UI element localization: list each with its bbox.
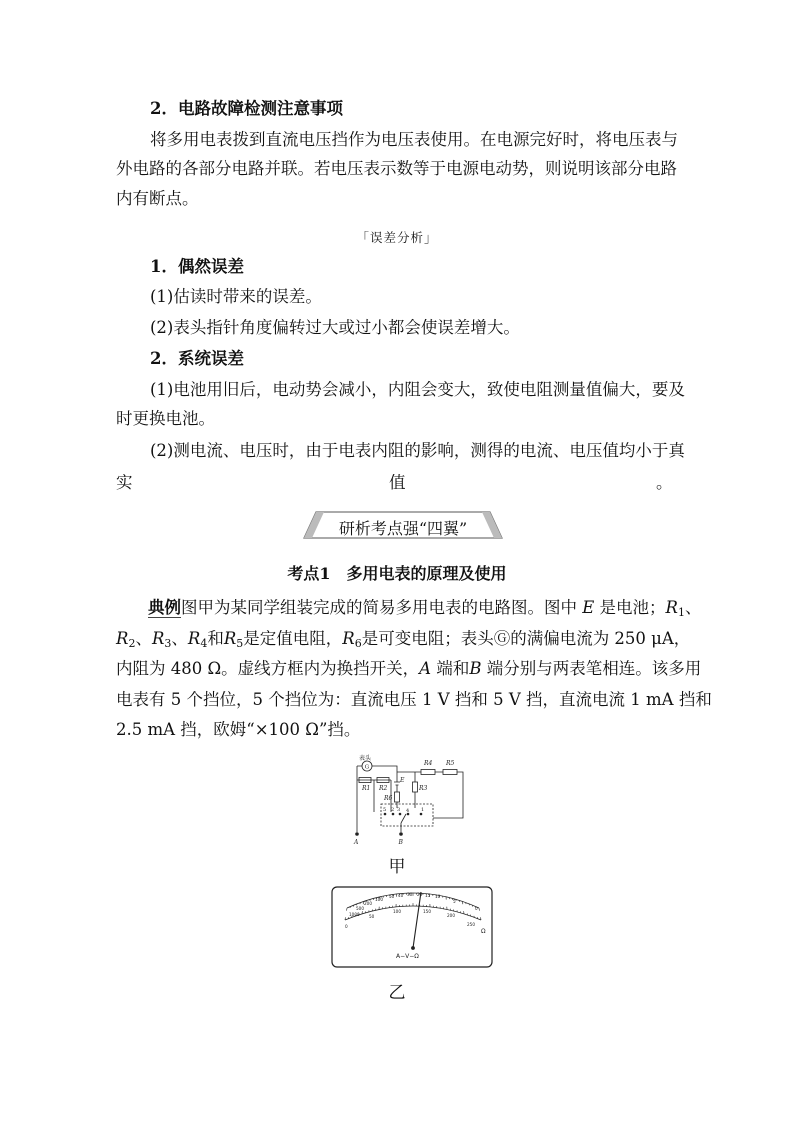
example-label: 典例 — [148, 598, 181, 617]
switch-pos-4: 4 — [406, 808, 410, 814]
text: 端分别与两表笔相连。该多用 — [486, 659, 702, 678]
symbol-R: R — [342, 629, 355, 648]
terminal-b — [400, 833, 403, 836]
section-heading-random-error: 1．偶然误差 — [150, 257, 244, 276]
resistor-r3 — [413, 782, 418, 792]
subscript: 6 — [354, 637, 362, 650]
error-analysis-tag: 「误差分析」 — [356, 230, 438, 245]
label-r4: R4 — [424, 760, 433, 767]
switch-pos-3: 3 — [397, 807, 401, 813]
linear-scale-labels — [345, 909, 475, 929]
resistor-r5 — [443, 770, 457, 775]
terminal-a — [356, 833, 359, 836]
section-heading-fault-detection: 2．电路故障检测注意事项 — [150, 99, 343, 118]
banner-title: 研析考点强“四翼” — [338, 519, 468, 538]
example-line-4: 电表有 5 个挡位，5 个挡位为：直流电压 1 V 挡和 5 V 挡，直流电流 1 mA 挡和 — [116, 690, 712, 709]
list-item: (2)表头指针角度偏转过大或过小都会使误差增大。 — [150, 318, 520, 337]
linear-tick-label: 50 — [369, 914, 375, 919]
linear-tick-label: 200 — [447, 913, 455, 918]
ohm-tick-label: 200 — [364, 901, 372, 906]
label-r6: R6 — [384, 795, 393, 802]
scale-ticks — [345, 893, 481, 920]
ohm-tick-label: 0 — [475, 906, 478, 911]
text: 内阻为 480 Ω。虚线方框内为换挡开关， — [116, 659, 420, 678]
linear-tick-label: 250 — [467, 922, 475, 927]
ohm-tick-label: 40 — [398, 893, 404, 898]
switch-pos-2: 2 — [391, 807, 395, 813]
subscript: 4 — [200, 637, 208, 650]
label-a: A — [354, 839, 359, 846]
text: 、 — [135, 629, 152, 648]
meter-dial — [331, 886, 493, 968]
symbol-R: R — [116, 629, 129, 648]
paragraph-line: 内有断点。 — [116, 189, 199, 208]
ohm-tick-label: 15 — [425, 893, 431, 898]
symbol-E: E — [582, 598, 595, 617]
text: 是定值电阻， — [243, 629, 343, 648]
symbol-R: R — [223, 629, 237, 648]
ohm-tick-label: 10 — [435, 894, 441, 899]
section-heading-systematic-error: 2．系统误差 — [150, 349, 244, 368]
text: 是可变电阻；表头Ⓖ的满偏电流为 250 μA， — [361, 629, 691, 648]
text: 端和 — [436, 659, 470, 678]
resistor-r4 — [421, 770, 435, 775]
list-item-fragment: 值 — [389, 473, 406, 492]
label-r5: R5 — [446, 760, 455, 767]
subscript: 5 — [236, 637, 244, 650]
linear-tick-label: 0 — [345, 924, 348, 929]
ohm-unit: Ω — [481, 928, 486, 935]
paragraph-line: 将多用电表拨到直流电压挡作为电压表使用。在电源完好时，将电压表与 — [150, 130, 678, 149]
figure-caption-2: 乙 — [388, 983, 406, 1003]
subscript: 2 — [128, 637, 136, 650]
symbol-B: B — [469, 659, 482, 678]
subscript: 3 — [164, 637, 172, 650]
list-item-fragment: 实 — [116, 473, 133, 492]
list-item: (1)电池用旧后，电动势会减小，内阻会变大，致使电阻测量值偏大，要及 — [150, 380, 685, 399]
list-item-fragment: 。 — [656, 473, 673, 492]
symbol-A: A — [419, 659, 432, 678]
list-item: (1)估读时带来的误差。 — [150, 287, 322, 306]
symbol-R: R — [665, 598, 678, 617]
example-line-5: 2.5 mA 挡，欧姆“×100 Ω”挡。 — [116, 720, 361, 739]
text: 和 — [207, 629, 224, 648]
text: 、 — [684, 598, 702, 617]
resistor-r6 — [395, 792, 400, 802]
topic-heading: 考点1 多用电表的原理及使用 — [287, 564, 507, 583]
paragraph-line: 外电路的各部分电路并联。若电压表示数等于电源电动势，则说明该部分电路 — [116, 159, 677, 178]
example-line-1 — [148, 596, 701, 625]
switch-pos-1: 1 — [421, 807, 425, 813]
label-r1: R1 — [362, 785, 371, 792]
ohm-tick-label: 1000 — [349, 912, 360, 917]
subscript: 1 — [677, 606, 685, 619]
ohm-tick-label: 50 — [389, 894, 395, 899]
list-item: (2)测电流、电压时，由于电表内阻的影响，测得的电流、电压值均小于真 — [150, 441, 685, 460]
text: 图甲为某同学组装完成的简易多用电表的电路图。图中 — [181, 598, 577, 617]
switch-pos-5: 5 — [383, 807, 387, 813]
linear-tick-label: 150 — [423, 909, 431, 914]
text: 是电池； — [599, 598, 666, 617]
symbol-R: R — [151, 629, 165, 648]
label-b: B — [398, 839, 403, 846]
ohm-tick-label: 100 — [375, 897, 383, 902]
text: 、 — [171, 629, 188, 648]
meter-label: A−V−Ω — [396, 953, 419, 960]
needle-pivot — [412, 947, 415, 950]
example-line-3 — [116, 657, 701, 681]
linear-scale-arc — [345, 906, 481, 920]
meter-label: 表头 — [359, 755, 372, 762]
linear-tick-label: 100 — [393, 909, 401, 914]
ohm-tick-label: 5 — [453, 899, 456, 904]
ohm-tick-label: 30 — [407, 892, 413, 897]
figure-caption-1: 甲 — [388, 857, 406, 877]
label-r3: R3 — [419, 785, 428, 792]
symbol-R: R — [187, 629, 201, 648]
label-e: E — [400, 777, 405, 784]
ohm-tick-label: 20 — [417, 892, 423, 897]
circuit-diagram — [345, 752, 475, 852]
example-line-2 — [116, 627, 690, 656]
meter-needle — [413, 892, 421, 948]
ohm-tick-label: 500 — [356, 906, 364, 911]
section-banner — [128, 508, 678, 544]
galvanometer-G: G — [364, 764, 370, 771]
label-r2: R2 — [379, 785, 388, 792]
list-item: 时更换电池。 — [116, 409, 215, 428]
